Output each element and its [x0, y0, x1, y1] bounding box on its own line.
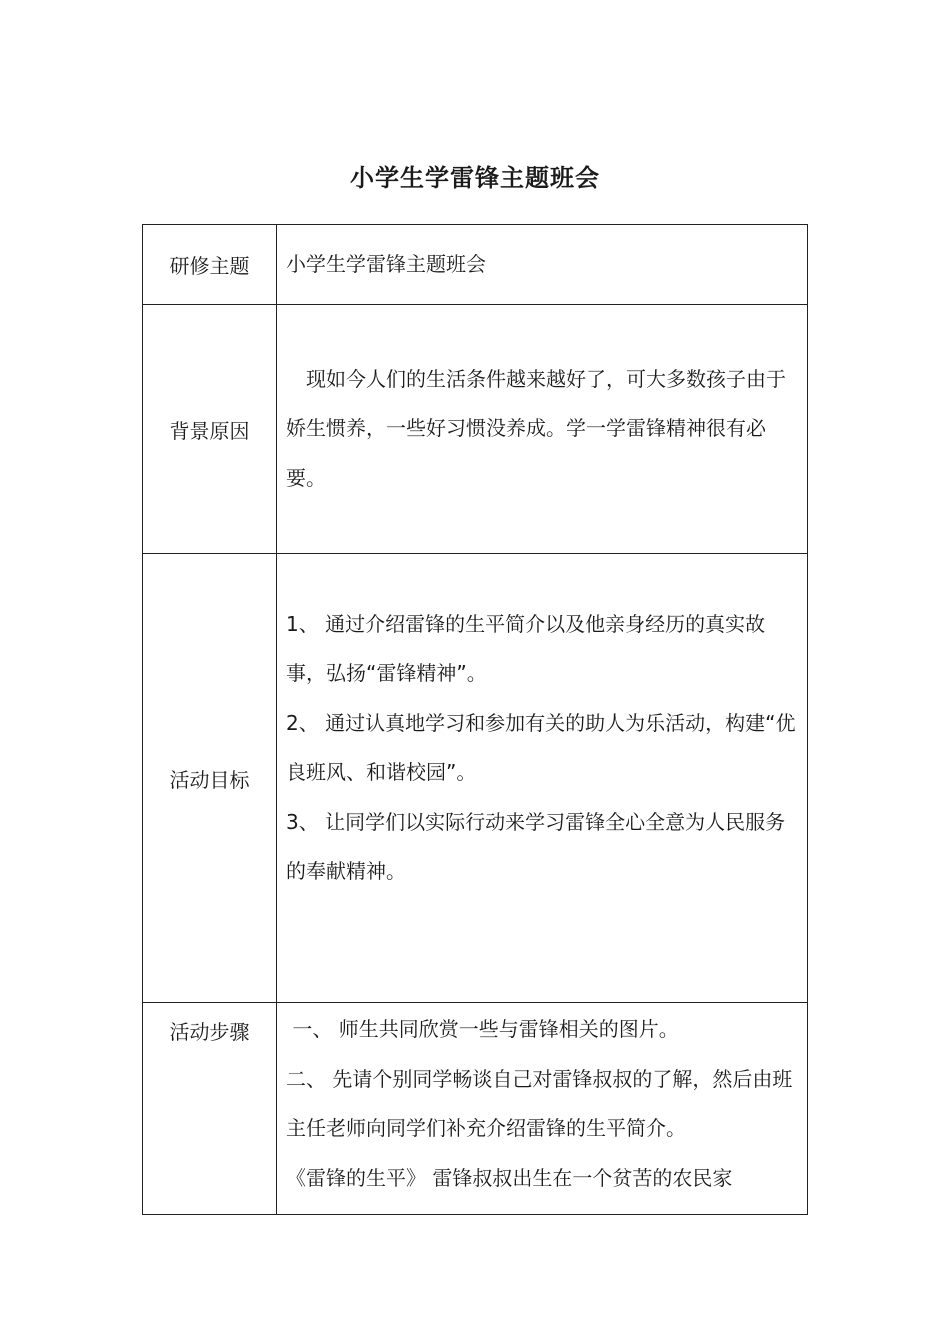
topic-value: 小学生学雷锋主题班会 — [277, 225, 808, 305]
goal-item-2: 2、 通过认真地学习和参加有关的助人为乐活动，构建“优良班风、和谐校园”。 — [286, 710, 796, 784]
goals-label: 活动目标 — [143, 554, 277, 1003]
goals-list — [286, 600, 799, 957]
background-text: 现如今人们的生活条件越来越好了，可大多数孩子由于娇生惯养，一些好习惯没养成。学一学雷锋精神很有必要。 — [286, 366, 786, 490]
table-row-topic — [143, 225, 808, 305]
table-row-goals — [143, 554, 808, 1003]
table-row-steps — [143, 1003, 808, 1215]
document-title: 小学生学雷锋主题班会 — [350, 164, 600, 192]
step-item-2: 二、 先请个别同学畅谈自己对雷锋叔叔的了解，然后由班主任老师向同学们补充介绍雷锋的生平简介。 — [286, 1066, 793, 1140]
background-label: 背景原因 — [143, 305, 277, 554]
step-item-3: 《雷锋的生平》 雷锋叔叔出生在一个贫苦的农民家 — [286, 1165, 733, 1190]
background-cell — [277, 305, 808, 554]
goal-item-3: 3、 让同学们以实际行动来学习雷锋全心全意为人民服务的奉献精神。 — [286, 809, 786, 883]
table-row-background — [143, 305, 808, 554]
step-item-1: 一、 师生共同欣赏一些与雷锋相关的图片。 — [286, 1017, 679, 1041]
goal-item-1: 1、 通过介绍雷锋的生平简介以及他亲身经历的真实故事，弘扬“雷锋精神”。 — [286, 611, 766, 685]
steps-label: 活动步骤 — [143, 1003, 277, 1215]
topic-label: 研修主题 — [143, 225, 277, 305]
steps-cell — [277, 1003, 808, 1215]
goals-cell — [277, 554, 808, 1003]
plan-table — [142, 224, 808, 1215]
